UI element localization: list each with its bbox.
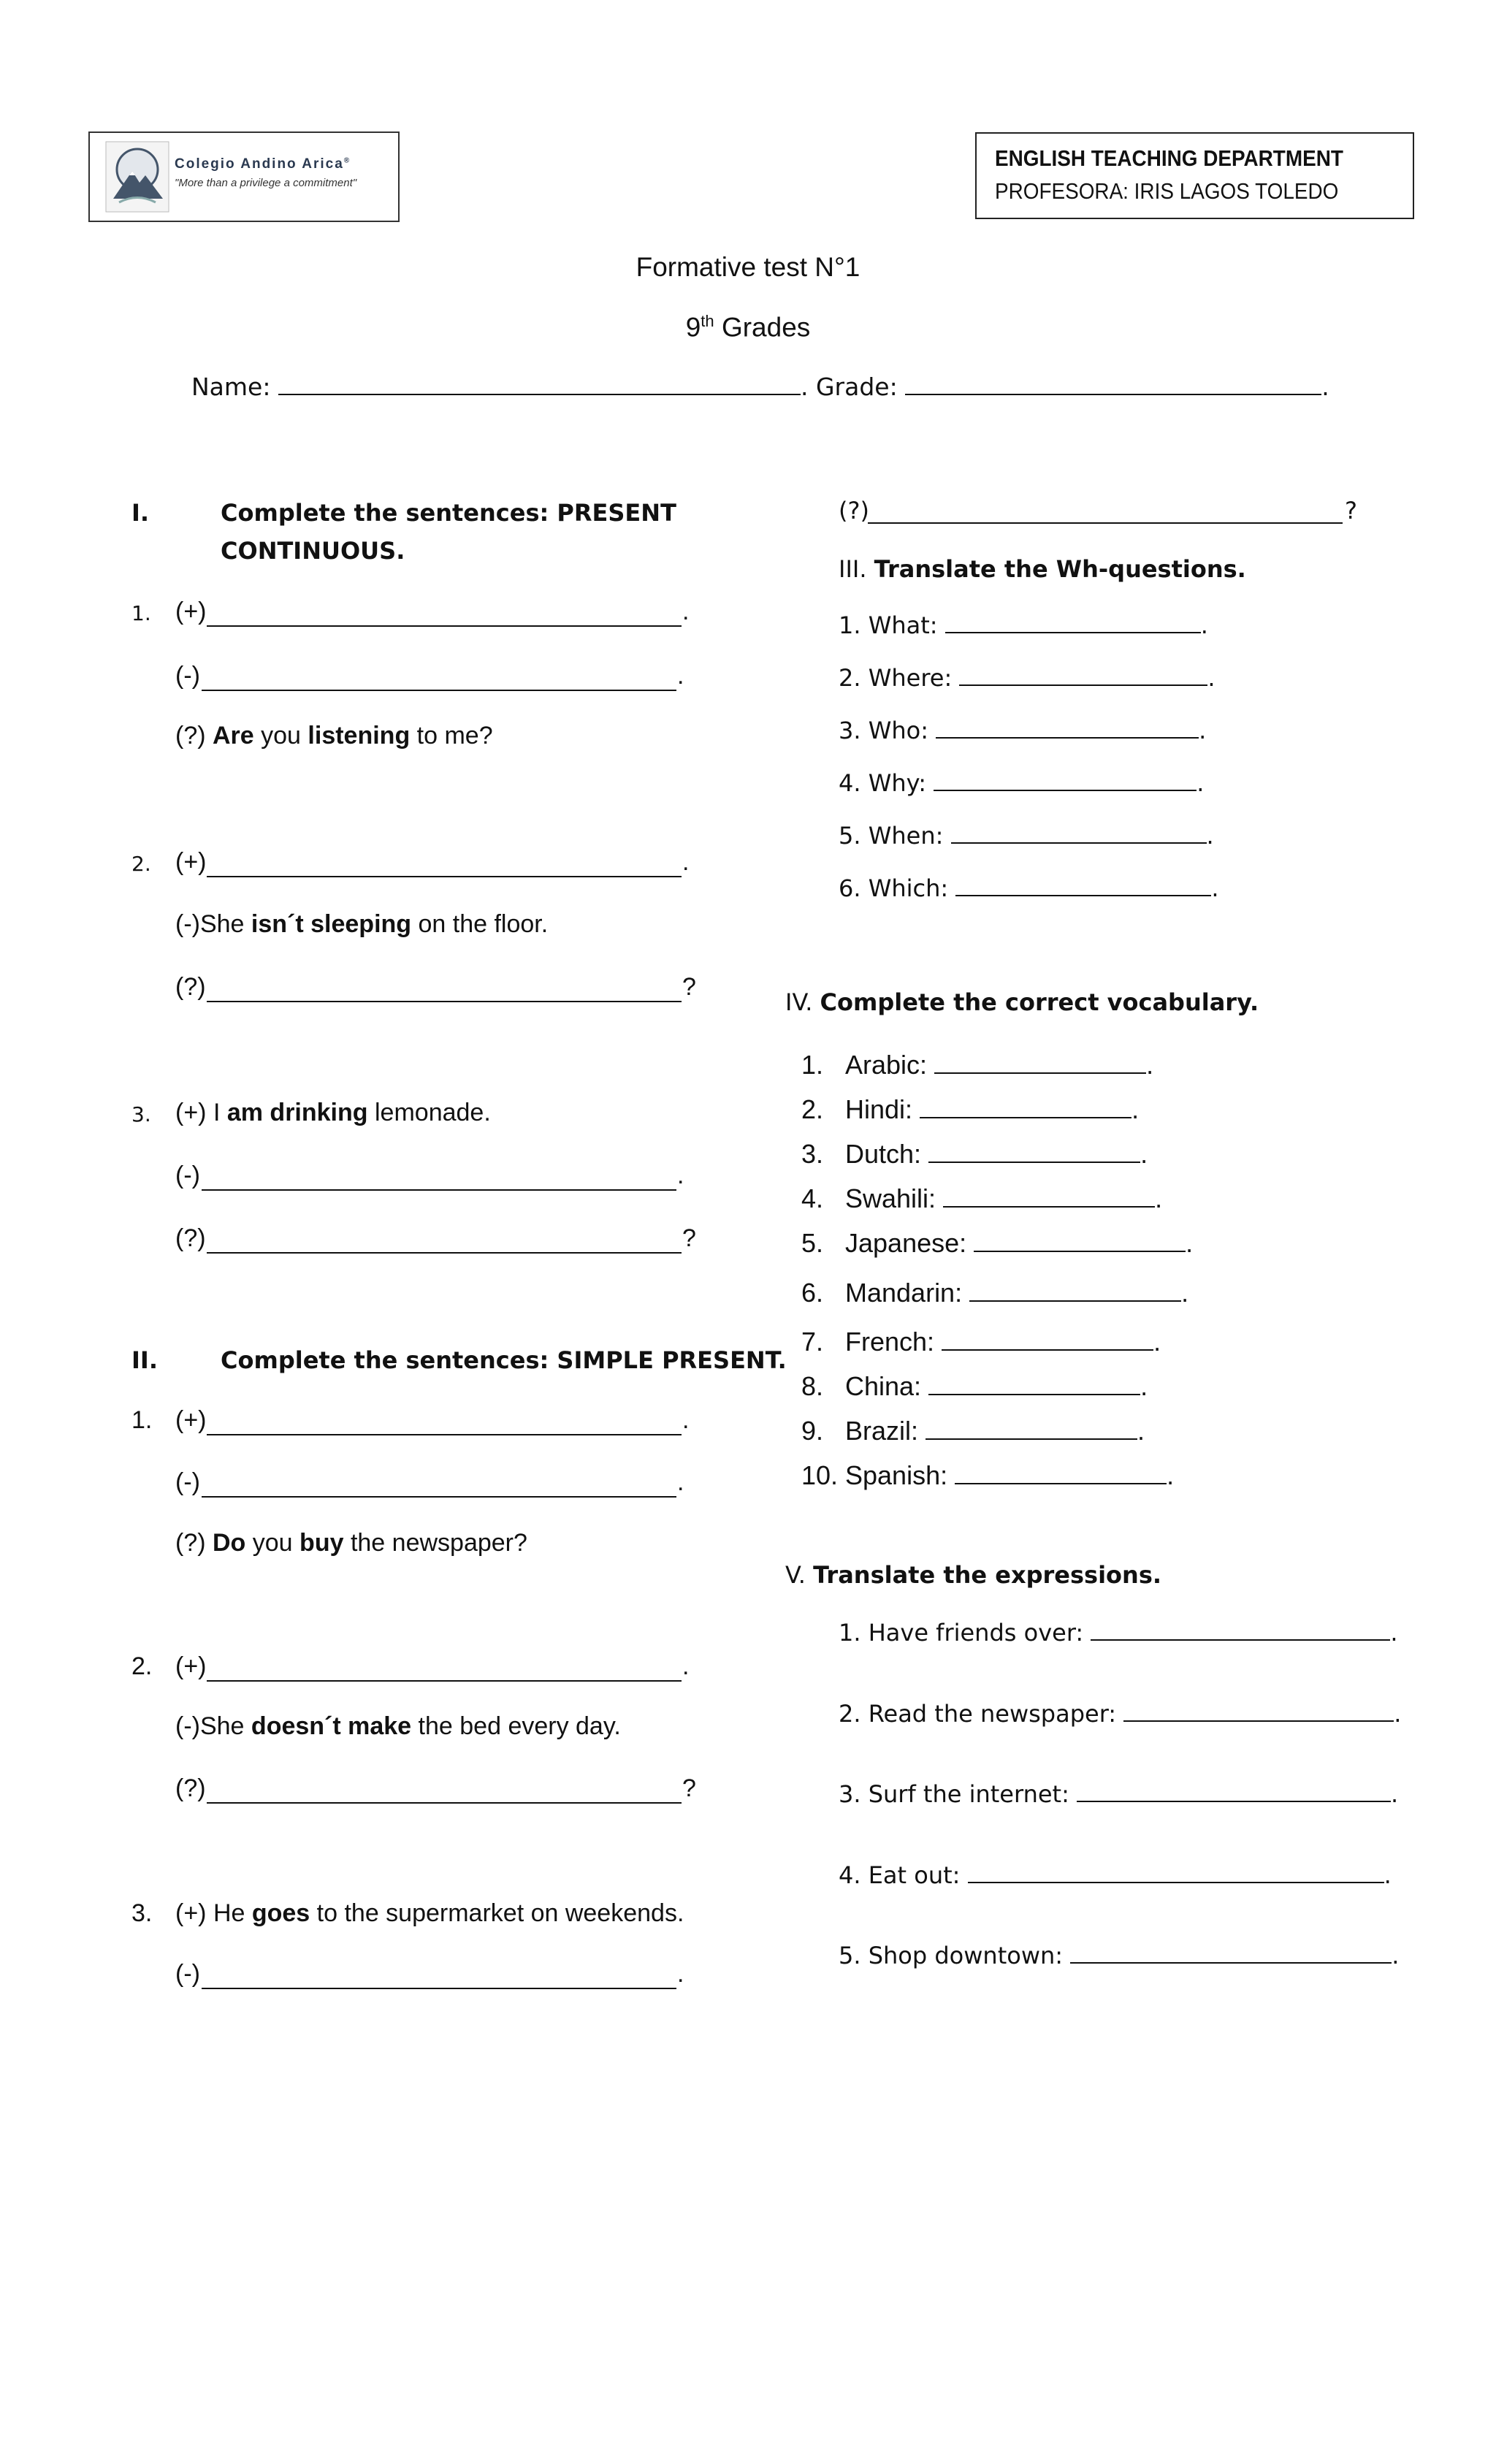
question-label: (?) <box>175 1224 206 1252</box>
answer-line[interactable] <box>951 842 1207 844</box>
answer-line[interactable] <box>934 790 1197 791</box>
item-label: 5. When: <box>839 822 944 850</box>
item-number: 5. <box>801 1228 824 1258</box>
item-number: 3. <box>131 1102 151 1126</box>
vocabulary-item: 3. Dutch: . <box>801 1139 1148 1169</box>
section3-title: Translate the Wh-questions. <box>874 555 1246 583</box>
section2-roman: II. <box>131 1346 158 1374</box>
item-label: Hindi: <box>845 1094 913 1124</box>
school-logo <box>104 140 397 213</box>
vocabulary-item: 6. Mandarin: . <box>801 1278 1189 1308</box>
answer-line[interactable] <box>955 895 1211 896</box>
answer-line[interactable] <box>1077 1801 1391 1802</box>
item-number: 6. <box>801 1278 824 1308</box>
answer-line[interactable] <box>207 1680 682 1682</box>
negative-label: (-) <box>175 1468 200 1496</box>
teacher-name: PROFESORA: IRIS LAGOS TOLEDO <box>995 178 1339 204</box>
item-label: China: <box>845 1371 922 1401</box>
section5-roman: V. <box>785 1561 814 1589</box>
answer-line[interactable] <box>207 1434 682 1435</box>
answer-line[interactable] <box>934 1072 1146 1074</box>
item-number: 9. <box>801 1416 824 1446</box>
item-number: 2. <box>801 1094 824 1124</box>
item-label: 5. Shop downtown: <box>839 1942 1064 1969</box>
item-label: 2. Read the newspaper: <box>839 1700 1117 1728</box>
answer-line[interactable] <box>207 1802 682 1804</box>
negative-label: (-) <box>175 1162 200 1189</box>
answer-line[interactable] <box>945 632 1201 633</box>
section4-heading <box>785 988 1259 1016</box>
answer-line[interactable] <box>936 737 1199 739</box>
item-number: 2. <box>131 852 151 876</box>
test-title: Formative test N°1 <box>636 252 860 282</box>
answer-line[interactable] <box>202 1988 676 1989</box>
item-label: 3. Surf the internet: <box>839 1780 1069 1808</box>
section1-roman: I. <box>131 499 150 527</box>
item-label: 2. Where: <box>839 664 953 692</box>
item-label: 6. Which: <box>839 874 949 902</box>
negative-label: (-) <box>175 662 200 690</box>
school-logo-box <box>88 131 400 222</box>
item-label: Brazil: <box>845 1416 919 1446</box>
item-number: 4. <box>801 1183 824 1213</box>
answer-line[interactable] <box>207 1252 682 1254</box>
item-label: Dutch: <box>845 1139 922 1169</box>
grade-title: 9th Grades <box>685 312 811 343</box>
item-number: 10. <box>801 1460 839 1490</box>
wh-question-item: 4. Why: . <box>839 769 1205 797</box>
expression-item: 5. Shop downtown: . <box>839 1942 1400 1969</box>
item-label: Swahili: <box>845 1183 936 1213</box>
answer-line[interactable] <box>928 1162 1140 1163</box>
answer-line[interactable] <box>207 876 682 877</box>
question-label: (?) <box>839 497 869 525</box>
section1-title-line2: CONTINUOUS. <box>221 537 405 565</box>
item-label: 1. Have friends over: <box>839 1619 1084 1647</box>
negative-sentence: (-)She doesn´t make the bed every day. <box>175 1712 621 1740</box>
answer-line[interactable] <box>926 1438 1137 1440</box>
andes-mountain-logo-icon <box>104 140 170 213</box>
item-label: 1. What: <box>839 611 938 639</box>
section4-title: Complete the correct vocabulary. <box>820 988 1259 1016</box>
vocabulary-item: 1. Arabic: . <box>801 1050 1154 1080</box>
answer-line[interactable] <box>974 1251 1186 1252</box>
negative-sentence: (-)She isn´t sleeping on the floor. <box>175 910 549 938</box>
expression-item: 4. Eat out: . <box>839 1861 1392 1889</box>
answer-line[interactable] <box>1070 1962 1392 1964</box>
question-sentence: (?) Are you listening to me? <box>175 722 493 750</box>
item-label: 4. Eat out: <box>839 1861 961 1889</box>
section3-heading <box>839 555 1246 583</box>
item-number: 1. <box>131 601 151 625</box>
answer-line[interactable] <box>920 1117 1131 1118</box>
answer-line[interactable] <box>202 690 676 691</box>
item-number: 3. <box>131 1899 153 1927</box>
affirmative-label: (+) <box>175 848 207 876</box>
section3-roman: III. <box>839 555 874 583</box>
affirmative-label: (+) <box>175 1652 207 1680</box>
affirmative-sentence: (+) I am drinking lemonade. <box>175 1099 491 1126</box>
wh-question-item: 3. Who: . <box>839 717 1207 744</box>
vocabulary-item: 4. Swahili: . <box>801 1183 1163 1213</box>
grade-field[interactable] <box>905 394 1321 395</box>
school-name: Colegio Andino Arica® <box>175 156 351 172</box>
negative-label: (-) <box>175 1960 200 1988</box>
answer-line[interactable] <box>202 1496 676 1498</box>
name-field[interactable] <box>278 394 801 395</box>
item-label: Japanese: <box>845 1228 967 1258</box>
answer-line[interactable] <box>955 1483 1167 1484</box>
question-label: (?) <box>175 1774 206 1802</box>
answer-line[interactable] <box>202 1189 676 1191</box>
department-name: ENGLISH TEACHING DEPARTMENT <box>995 145 1343 171</box>
item-number: 7. <box>801 1327 824 1357</box>
expression-item: 1. Have friends over: . <box>839 1619 1398 1647</box>
answer-line[interactable] <box>942 1349 1153 1351</box>
item-label: Arabic: <box>845 1050 928 1080</box>
section4-roman: IV. <box>785 988 820 1016</box>
wh-question-item: 6. Which: . <box>839 874 1219 902</box>
vocabulary-item: 7. French: . <box>801 1327 1161 1357</box>
answer-line[interactable] <box>1123 1720 1394 1722</box>
answer-line[interactable] <box>868 522 1343 524</box>
answer-line[interactable] <box>1091 1639 1390 1641</box>
expression-item: 3. Surf the internet: . <box>839 1780 1399 1808</box>
grade-label: . Grade: <box>800 373 898 401</box>
answer-line[interactable] <box>959 684 1207 686</box>
item-label: 3. Who: <box>839 717 928 744</box>
answer-line[interactable] <box>928 1394 1140 1395</box>
item-label: French: <box>845 1327 935 1357</box>
vocabulary-item: 2. Hindi: . <box>801 1094 1140 1124</box>
item-label: Mandarin: <box>845 1278 963 1308</box>
vocabulary-item: 5. Japanese: . <box>801 1228 1194 1258</box>
name-label: Name: <box>191 373 271 401</box>
affirmative-sentence: (+) He goes to the supermarket on weekends. <box>175 1899 684 1927</box>
name-row: Name: . Grade: . <box>191 373 1329 401</box>
section2-title: Complete the sentences: SIMPLE PRESENT. <box>221 1346 787 1374</box>
wh-question-item: 1. What: . <box>839 611 1208 639</box>
section5-heading <box>785 1561 1161 1589</box>
vocabulary-item: 10. Spanish: . <box>801 1460 1175 1490</box>
item-number: 2. <box>131 1652 153 1680</box>
school-motto: "More than a privilege a commitment" <box>175 177 357 189</box>
answer-line[interactable] <box>968 1882 1384 1883</box>
question-sentence: (?) Do you buy the newspaper? <box>175 1529 527 1557</box>
wh-question-item: 2. Where: . <box>839 664 1216 692</box>
item-label: 4. Why: <box>839 769 927 797</box>
department-box <box>975 132 1414 219</box>
affirmative-label: (+) <box>175 1406 207 1434</box>
item-number: 8. <box>801 1371 824 1401</box>
answer-line[interactable] <box>207 1001 682 1002</box>
question-label: (?) <box>175 973 206 1001</box>
vocabulary-item: 8. China: . <box>801 1371 1148 1401</box>
expression-item: 2. Read the newspaper: . <box>839 1700 1402 1728</box>
answer-line[interactable] <box>207 625 682 627</box>
affirmative-label: (+) <box>175 598 207 625</box>
answer-line[interactable] <box>969 1300 1181 1302</box>
section1-title-line1: Complete the sentences: PRESENT <box>221 499 676 527</box>
item-number: 1. <box>801 1050 824 1080</box>
wh-question-item: 5. When: . <box>839 822 1214 850</box>
item-label: Spanish: <box>845 1460 948 1490</box>
section5-title: Translate the expressions. <box>813 1561 1162 1589</box>
answer-line[interactable] <box>943 1206 1155 1208</box>
vocabulary-item: 9. Brazil: . <box>801 1416 1145 1446</box>
item-number: 1. <box>131 1406 153 1434</box>
item-number: 3. <box>801 1139 824 1169</box>
